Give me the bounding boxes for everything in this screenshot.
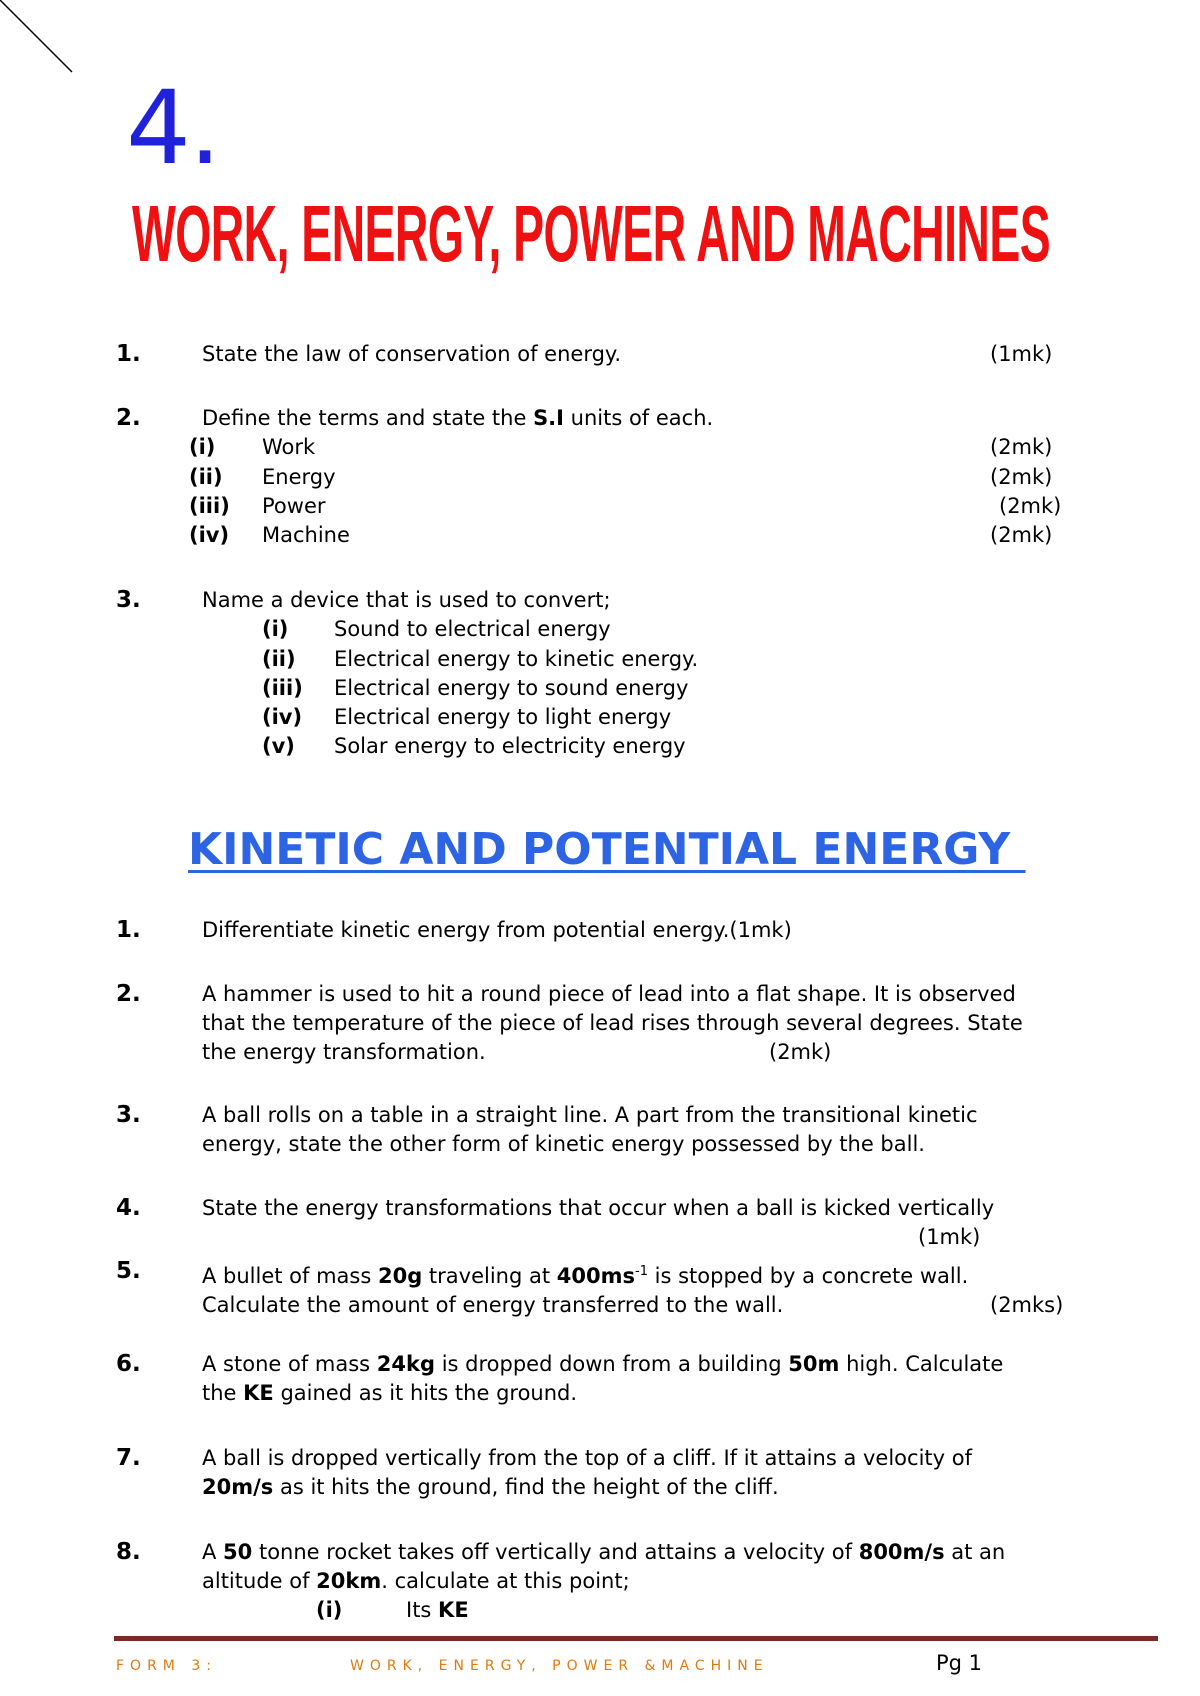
footer-topic-label: WORK, ENERGY, POWER &MACHINE: [350, 1658, 769, 1674]
item-text: Sound to electrical energy: [334, 617, 611, 641]
item-mark: (2mk): [990, 435, 1053, 459]
item-number: (i): [316, 1598, 343, 1622]
question-text: A bullet of mass 20g traveling at $400ms^{-1}$ is stopped by a concrete wall. Calculate the amount of energy transferred to the wall. (2mks): [202, 1257, 1162, 1320]
question-text: A ball is dropped vertically from the top of a cliff. If it attains a velocity of 20m/s as it hits the ground, find the height of the cliff.: [202, 1446, 972, 1499]
item-text: Its KE: [406, 1598, 469, 1622]
chapter-title: WORK, ENERGY, POWER AND MACHINES: [132, 189, 1051, 278]
question-text: A hammer is used to hit a round piece of lead into a flat shape. It is observed that the temperature of the piece of lead rises through several degrees. State the energy transformation. (2mk): [202, 980, 1162, 1067]
question-number: 1.: [116, 341, 141, 367]
item-text: Electrical energy to light energy: [334, 705, 672, 729]
item-number: (ii): [189, 465, 223, 489]
item-text: Energy: [262, 465, 336, 489]
question-number: 4.: [116, 1195, 141, 1221]
question-mark: (2mks): [990, 1293, 1064, 1317]
item-number: (i): [189, 435, 216, 459]
footer-page-number: Pg 1: [936, 1651, 983, 1675]
question-number: 1.: [116, 917, 141, 943]
question-text: State the energy transformations that occur when a ball is kicked vertically (1mk): [202, 1194, 1162, 1252]
item-number: (iii): [189, 494, 230, 518]
question-text: A ball rolls on a table in a straight line. A part from the transitional kinetic energy, state the other form of kinetic energy possessed by the ball.: [202, 1103, 978, 1156]
item-text: Electrical energy to kinetic energy.: [334, 647, 699, 671]
item-number: (iv): [262, 705, 303, 729]
question-text: Define the terms and state the S.I units of each.: [202, 406, 714, 430]
item-text: Machine: [262, 523, 350, 547]
question-number: 2.: [116, 981, 141, 1007]
question-number: 7.: [116, 1445, 141, 1471]
item-text: Electrical energy to sound energy: [334, 676, 689, 700]
question-text: State the law of conservation of energy.: [202, 342, 622, 366]
footer-form-label: FORM 3:: [116, 1658, 217, 1674]
item-number: (iii): [262, 676, 303, 700]
item-number: (v): [262, 734, 295, 758]
item-text: Power: [262, 494, 326, 518]
question-number: 8.: [116, 1539, 141, 1565]
section-title: KINETIC AND POTENTIAL ENERGY: [188, 824, 1026, 875]
item-mark: (2mk): [990, 523, 1053, 547]
corner-diagonal-line: [0, 0, 80, 80]
question-text: Name a device that is used to convert;: [202, 588, 611, 612]
item-mark: (2mk): [999, 494, 1062, 518]
item-number: (iv): [189, 523, 230, 547]
question-mark: (2mk): [769, 1040, 832, 1064]
question-mark: (1mk): [918, 1225, 981, 1249]
question-number: 3.: [116, 587, 141, 613]
question-number: 2.: [116, 405, 141, 431]
item-text: Work: [262, 435, 316, 459]
question-number: 3.: [116, 1102, 141, 1128]
item-number: (ii): [262, 647, 296, 671]
question-mark: (1mk): [990, 342, 1053, 366]
question-number: 5.: [116, 1258, 141, 1284]
question-text: A stone of mass 24kg is dropped down from a building 50m high. Calculate the KE gained as it hits the ground.: [202, 1352, 1004, 1405]
question-text: Differentiate kinetic energy from potential energy.(1mk): [202, 918, 792, 942]
chapter-number: 4.: [126, 69, 220, 188]
question-number: 6.: [116, 1351, 141, 1377]
item-number: (i): [262, 617, 289, 641]
question-text: A 50 tonne rocket takes off vertically and attains a velocity of 800m/s at an altitude of 20km. calculate at this point;: [202, 1540, 1006, 1593]
item-mark: (2mk): [990, 465, 1053, 489]
footer-rule: [114, 1636, 1158, 1641]
item-text: Solar energy to electricity energy: [334, 734, 686, 758]
